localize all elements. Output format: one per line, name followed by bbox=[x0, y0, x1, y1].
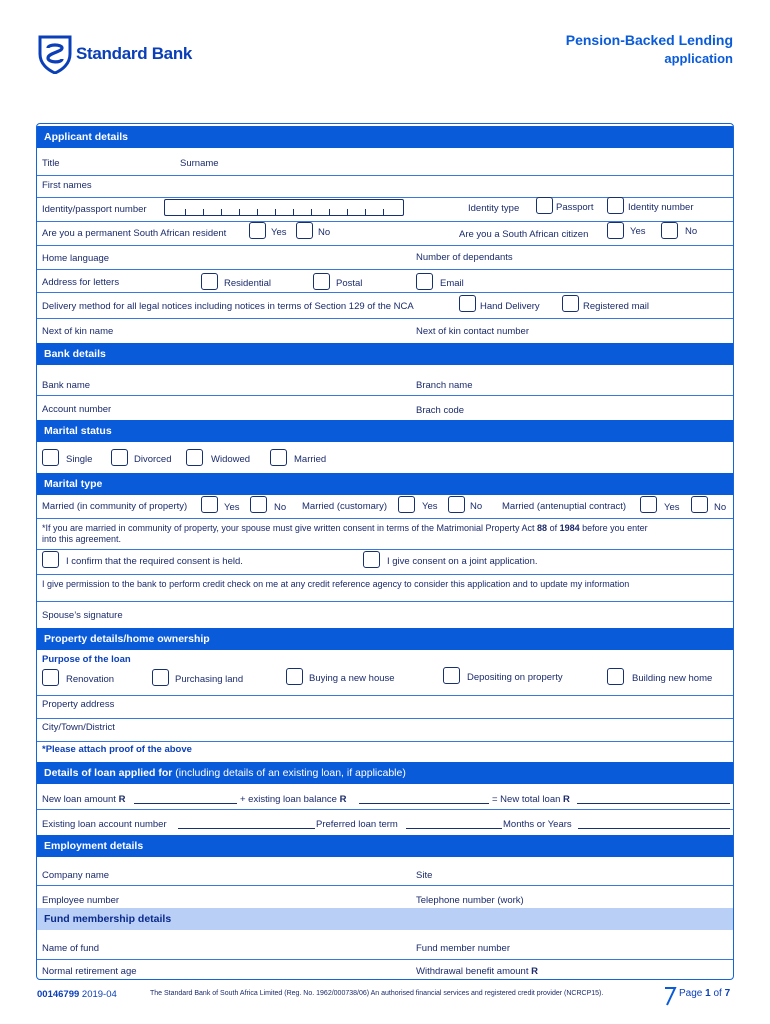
single-checkbox[interactable] bbox=[42, 449, 59, 466]
existing-balance-text: + existing loan balance bbox=[240, 794, 340, 805]
branch-code-label: Brach code bbox=[416, 405, 465, 416]
attach-proof-note: *Please attach proof of the above bbox=[42, 744, 192, 755]
residential-checkbox[interactable] bbox=[201, 273, 218, 290]
identity-number-label: Identity number bbox=[628, 202, 694, 213]
postal-label: Postal bbox=[336, 278, 363, 289]
page-current: 1 bbox=[705, 988, 711, 999]
telephone-work-label: Telephone number (work) bbox=[416, 895, 524, 906]
antenuptial-no-label: No bbox=[714, 502, 727, 513]
divorced-label: Divorced bbox=[134, 454, 172, 465]
customary-yes-checkbox[interactable] bbox=[398, 496, 415, 513]
fund-member-number-label: Fund member number bbox=[416, 943, 510, 954]
community-yes-checkbox[interactable] bbox=[201, 496, 218, 513]
resident-no-label: No bbox=[318, 227, 331, 238]
spouse-signature-label: Spouse’s signature bbox=[42, 610, 123, 621]
divider bbox=[37, 885, 734, 886]
marital-type-heading: Marital type bbox=[37, 473, 734, 495]
depositing-label: Depositing on property bbox=[467, 672, 563, 683]
widowed-checkbox[interactable] bbox=[186, 449, 203, 466]
email-checkbox[interactable] bbox=[416, 273, 433, 290]
withdrawal-benefit-label bbox=[416, 966, 538, 977]
confirm-consent-label: I confirm that the required consent is held. bbox=[66, 556, 243, 567]
standard-bank-shield-logo bbox=[37, 34, 73, 74]
customary-no-checkbox[interactable] bbox=[448, 496, 465, 513]
site-label: Site bbox=[416, 870, 433, 881]
building-home-checkbox[interactable] bbox=[607, 668, 624, 685]
consent-note-of: of bbox=[547, 523, 560, 533]
new-loan-amount-text: New loan amount bbox=[42, 794, 119, 805]
form-number: 00146799 bbox=[37, 989, 80, 1000]
divider bbox=[37, 809, 734, 810]
employee-number-label: Employee number bbox=[42, 895, 120, 906]
citizen-yes-label: Yes bbox=[630, 226, 646, 237]
consent-note-line1 bbox=[42, 523, 648, 533]
currency-r: R bbox=[531, 966, 538, 977]
title-line-1: Pension-Backed Lending bbox=[565, 32, 733, 48]
joint-consent-label: I give consent on a joint application. bbox=[387, 556, 538, 567]
resident-yes-checkbox[interactable] bbox=[249, 222, 266, 239]
married-checkbox[interactable] bbox=[270, 449, 287, 466]
employment-heading: Employment details bbox=[37, 835, 734, 857]
registered-mail-checkbox[interactable] bbox=[562, 295, 579, 312]
divider bbox=[37, 741, 734, 742]
new-loan-amount-label bbox=[42, 794, 125, 805]
antenuptial-yes-checkbox[interactable] bbox=[640, 496, 657, 513]
marital-status-heading: Marital status bbox=[37, 420, 734, 442]
loan-heading-note: (including details of an existing loan, if applicable) bbox=[172, 767, 406, 779]
single-label: Single bbox=[66, 454, 93, 465]
passport-checkbox[interactable] bbox=[536, 197, 553, 214]
widowed-label: Widowed bbox=[211, 454, 251, 465]
hand-delivery-label: Hand Delivery bbox=[480, 301, 540, 312]
citizen-yes-checkbox[interactable] bbox=[607, 222, 624, 239]
applicant-details-heading: Applicant details bbox=[37, 126, 734, 148]
divider bbox=[37, 197, 734, 198]
existing-account-label: Existing loan account number bbox=[42, 819, 167, 830]
customary-yes-label: Yes bbox=[422, 501, 438, 512]
form-date: 2019-04 bbox=[79, 989, 117, 1000]
community-no-label: No bbox=[274, 502, 287, 513]
delivery-method-label: Delivery method for all legal notices including notices in terms of Section 129 of the NCA bbox=[42, 301, 414, 312]
form-code bbox=[37, 989, 117, 1000]
married-label: Married bbox=[294, 454, 327, 465]
existing-balance-input[interactable] bbox=[359, 803, 489, 804]
postal-checkbox[interactable] bbox=[313, 273, 330, 290]
fund-name-label: Name of fund bbox=[42, 943, 100, 954]
divider bbox=[37, 269, 734, 270]
act-number: 88 bbox=[537, 523, 548, 533]
community-no-checkbox[interactable] bbox=[250, 496, 267, 513]
citizen-no-checkbox[interactable] bbox=[661, 222, 678, 239]
address-letters-label: Address for letters bbox=[42, 277, 120, 288]
resident-no-checkbox[interactable] bbox=[296, 222, 313, 239]
dependants-label: Number of dependants bbox=[416, 252, 513, 263]
permanent-resident-label: Are you a permanent South African resident bbox=[42, 228, 227, 239]
fund-heading: Fund membership details bbox=[37, 908, 734, 930]
buying-house-label: Buying a new house bbox=[309, 673, 395, 684]
page-label: Page bbox=[679, 988, 706, 999]
existing-balance-label bbox=[240, 794, 346, 805]
page-slash-graphic bbox=[663, 984, 677, 1006]
new-total-loan-label bbox=[492, 794, 570, 805]
new-loan-amount-input[interactable] bbox=[134, 803, 237, 804]
consent-note-end: before you enter bbox=[579, 523, 648, 533]
divider bbox=[37, 292, 734, 293]
registered-mail-label: Registered mail bbox=[583, 301, 649, 312]
withdrawal-benefit-text: Withdrawal benefit amount bbox=[416, 966, 532, 977]
divider bbox=[37, 695, 734, 696]
first-names-label: First names bbox=[42, 180, 92, 191]
city-label: City/Town/District bbox=[42, 722, 115, 733]
divider bbox=[37, 518, 734, 519]
consent-note-line2: into this agreement. bbox=[42, 534, 122, 544]
currency-r: R bbox=[563, 794, 570, 805]
document-title bbox=[566, 32, 733, 66]
antenuptial-label: Married (antenuptial contract) bbox=[502, 501, 627, 512]
building-home-label: Building new home bbox=[632, 673, 713, 684]
resident-yes-label: Yes bbox=[271, 227, 287, 238]
id-number-label: Identity/passport number bbox=[42, 204, 147, 215]
branch-name-label: Branch name bbox=[416, 380, 473, 391]
divider bbox=[37, 221, 734, 222]
customary-no-label: No bbox=[470, 501, 483, 512]
identity-number-checkbox[interactable] bbox=[607, 197, 624, 214]
divider bbox=[37, 318, 734, 319]
loan-heading-bold: Details of loan applied for bbox=[44, 767, 173, 779]
community-yes-label: Yes bbox=[224, 502, 240, 513]
page-indicator bbox=[679, 988, 730, 999]
bank-details-heading: Bank details bbox=[37, 343, 734, 365]
preferred-term-label: Preferred loan term bbox=[316, 819, 398, 830]
bank-name-label: Bank name bbox=[42, 380, 91, 391]
surname-label: Surname bbox=[180, 158, 219, 169]
title-line-2: application bbox=[664, 51, 733, 66]
divider bbox=[37, 245, 734, 246]
divider bbox=[37, 601, 734, 602]
purchasing-land-label: Purchasing land bbox=[175, 674, 244, 685]
new-total-loan-text: = New total loan bbox=[492, 794, 564, 805]
antenuptial-yes-label: Yes bbox=[664, 502, 680, 513]
citizen-no-label: No bbox=[685, 226, 698, 237]
hand-delivery-checkbox[interactable] bbox=[459, 295, 476, 312]
retirement-age-label: Normal retirement age bbox=[42, 966, 137, 977]
purchasing-land-checkbox[interactable] bbox=[152, 669, 169, 686]
brand-name: Standard Bank bbox=[76, 44, 193, 63]
months-years-label: Months or Years bbox=[503, 819, 572, 830]
divider bbox=[37, 395, 734, 396]
account-number-label: Account number bbox=[42, 404, 112, 415]
company-name-label: Company name bbox=[42, 870, 110, 881]
identity-type-label: Identity type bbox=[468, 203, 520, 214]
loan-heading bbox=[37, 762, 734, 784]
community-label: Married (in community of property) bbox=[42, 501, 188, 512]
divider bbox=[37, 549, 734, 550]
page-total: 7 bbox=[724, 988, 731, 999]
next-of-kin-contact-label: Next of kin contact number bbox=[416, 326, 529, 337]
currency-r: R bbox=[339, 794, 347, 805]
property-heading: Property details/home ownership bbox=[37, 628, 734, 650]
divider bbox=[37, 175, 734, 176]
divorced-checkbox[interactable] bbox=[111, 449, 128, 466]
existing-account-input[interactable] bbox=[178, 828, 315, 829]
home-language-label: Home language bbox=[42, 253, 110, 264]
divider bbox=[37, 718, 734, 719]
renovation-label: Renovation bbox=[66, 674, 115, 685]
property-address-label: Property address bbox=[42, 699, 115, 710]
next-of-kin-label: Next of kin name bbox=[42, 326, 114, 337]
joint-consent-checkbox[interactable] bbox=[363, 551, 380, 568]
credit-check-permission: I give permission to the bank to perform credit check on me at any credit reference agency to consider this application and to update my information bbox=[42, 579, 630, 589]
legal-notice: The Standard Bank of South Africa Limited (Reg. No. 1962/000738/06) An authorised financial services and registered credit provider (NCRCP15). bbox=[150, 990, 604, 997]
depositing-checkbox[interactable] bbox=[443, 667, 460, 684]
sa-citizen-label: Are you a South African citizen bbox=[459, 229, 589, 240]
application-form bbox=[36, 123, 734, 980]
divider bbox=[37, 574, 734, 575]
antenuptial-no-checkbox[interactable] bbox=[691, 496, 708, 513]
divider bbox=[37, 959, 734, 960]
months-years-input[interactable] bbox=[578, 828, 730, 829]
renovation-checkbox[interactable] bbox=[42, 669, 59, 686]
id-number-input[interactable] bbox=[164, 199, 404, 216]
residential-label: Residential bbox=[224, 278, 271, 289]
confirm-consent-checkbox[interactable] bbox=[42, 551, 59, 568]
page-of: of bbox=[710, 988, 725, 999]
email-label: Email bbox=[440, 278, 464, 289]
customary-label: Married (customary) bbox=[302, 501, 387, 512]
preferred-term-input[interactable] bbox=[406, 828, 502, 829]
loan-purpose-label: Purpose of the loan bbox=[42, 654, 131, 665]
title-label: Title bbox=[42, 158, 60, 169]
passport-label: Passport bbox=[556, 202, 594, 213]
buying-house-checkbox[interactable] bbox=[286, 668, 303, 685]
new-total-loan-input[interactable] bbox=[577, 803, 730, 804]
consent-note-text: *If you are married in community of property, your spouse must give written consent in terms of the Matrimonial Property Act bbox=[42, 523, 538, 533]
currency-r: R bbox=[118, 794, 126, 805]
act-year: 1984 bbox=[559, 523, 580, 533]
